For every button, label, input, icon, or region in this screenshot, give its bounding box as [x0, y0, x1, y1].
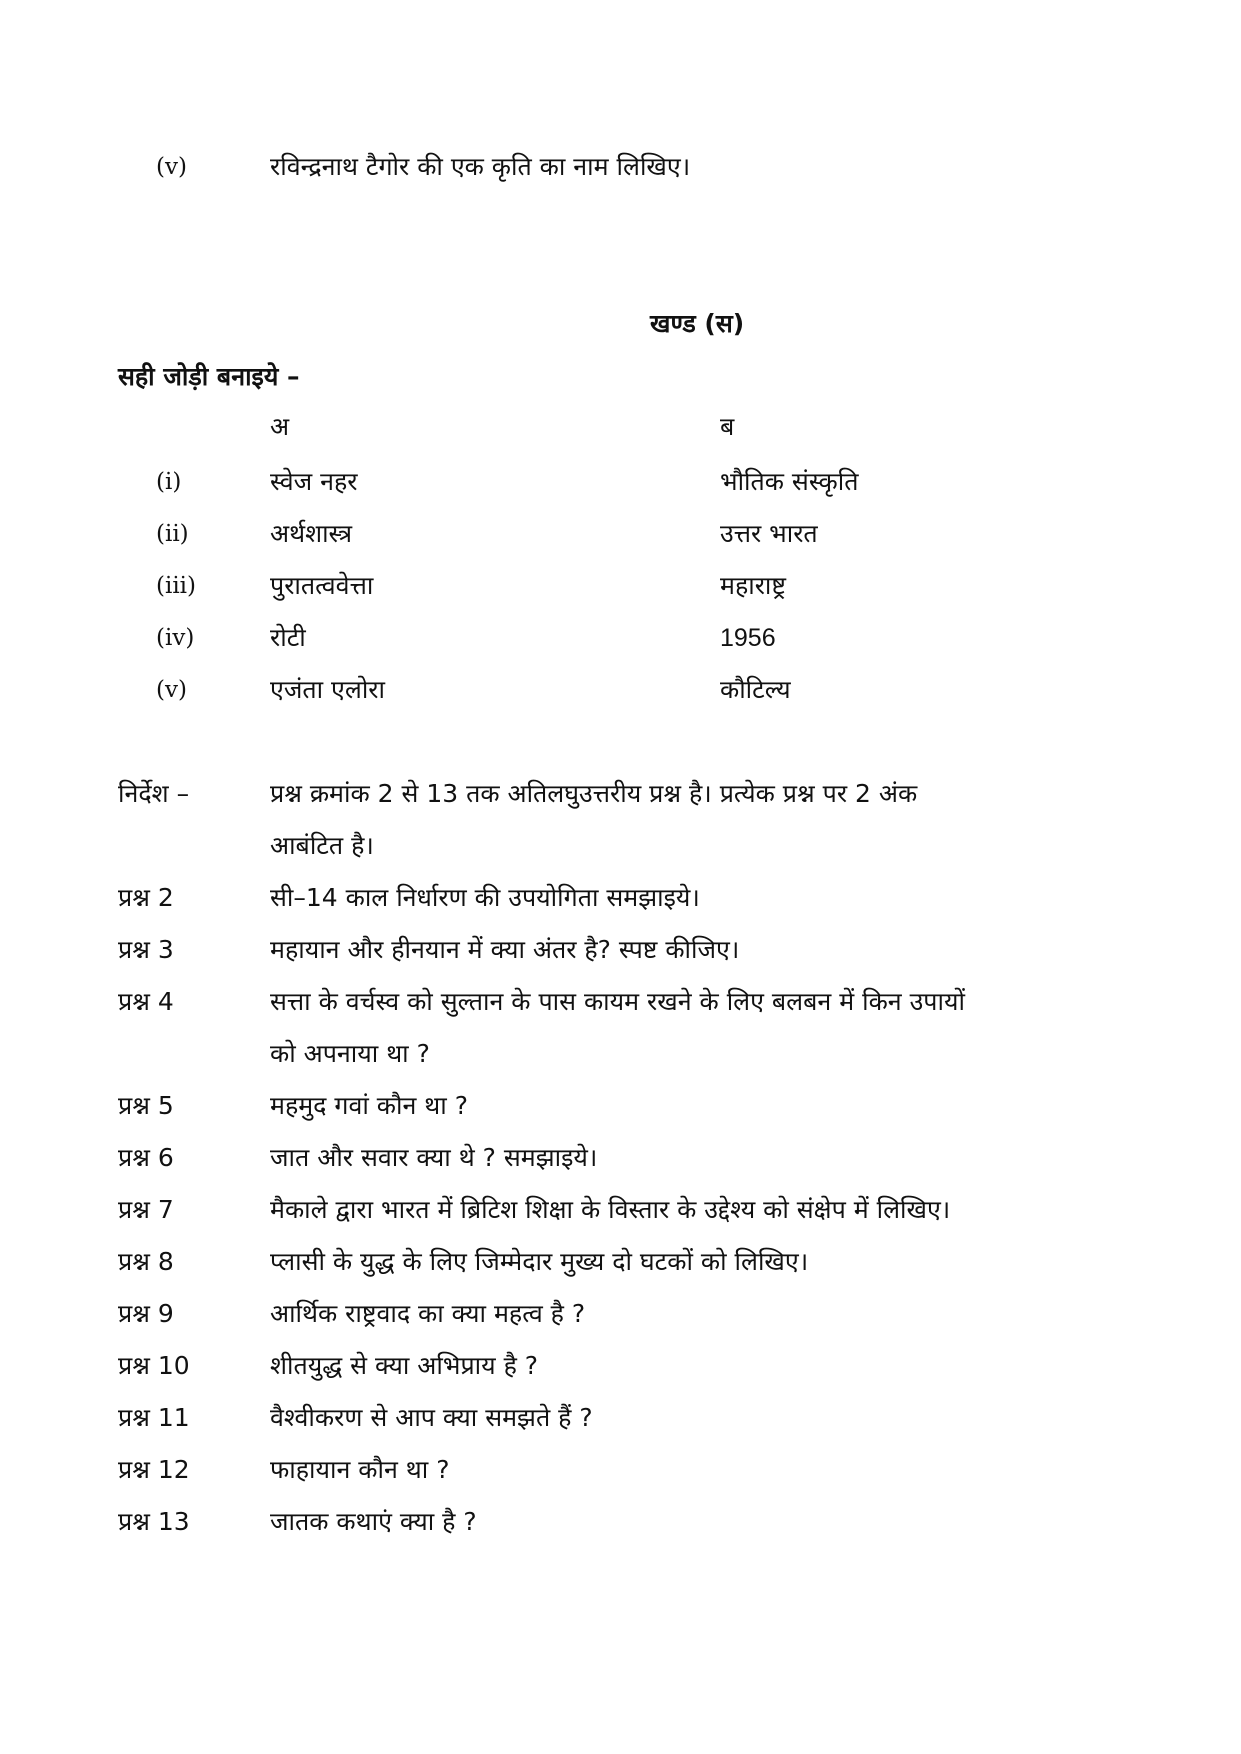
question-label: प्रश्न 8: [118, 1247, 174, 1276]
instruction-text: प्रश्न क्रमांक 2 से 13 तक अतिलघुउत्तरीय प्रश्न है। प्रत्येक प्रश्न पर 2 अंक: [270, 779, 918, 808]
question-text: मैकाले द्वारा भारत में ब्रिटिश शिक्षा के विस्तार के उद्देश्य को संक्षेप में लिखिए।: [270, 1195, 951, 1224]
question-text: महायान और हीनयान में क्या अंतर है? स्पष्ट कीजिए।: [270, 935, 740, 964]
question-text: आर्थिक राष्ट्रवाद का क्या महत्व है ?: [270, 1299, 586, 1328]
question-text: वैश्वीकरण से आप क्या समझते हैं ?: [270, 1403, 593, 1432]
pair-b-item: कौटिल्य: [720, 675, 791, 704]
question-text: सत्ता के वर्चस्व को सुल्तान के पास कायम रखने के लिए बलबन में किन उपायों: [270, 987, 965, 1016]
question-text: शीतयुद्ध से क्या अभिप्राय है ?: [270, 1351, 539, 1380]
pair-b-item: महाराष्ट्र: [720, 571, 787, 600]
pair-a-item: रोटी: [270, 623, 306, 652]
pair-number: (iii): [156, 573, 197, 599]
question-text: जातक कथाएं क्या है ?: [270, 1507, 477, 1536]
pair-number: (i): [156, 469, 182, 495]
question-label: प्रश्न 11: [118, 1403, 190, 1432]
question-label: प्रश्न 12: [118, 1455, 190, 1484]
pair-a-item: एजंता एलोरा: [270, 675, 385, 704]
instruction-label: निर्देश –: [118, 779, 190, 808]
pair-a-item: अर्थशास्त्र: [270, 519, 353, 548]
question-label: प्रश्न 7: [118, 1195, 174, 1224]
question-label: प्रश्न 5: [118, 1091, 174, 1120]
pair-b-item: 1956: [720, 624, 776, 652]
question-text: सी–14 काल निर्धारण की उपयोगिता समझाइये।: [270, 883, 700, 912]
pair-b-item: भौतिक संस्कृति: [720, 467, 859, 496]
column-a-header: अ: [270, 412, 290, 441]
pair-number: (iv): [156, 625, 195, 651]
pair-a-item: पुरातत्ववेत्ता: [270, 571, 374, 600]
pair-number: (v): [156, 677, 187, 703]
instruction-text-continued: आबंटित है।: [270, 831, 374, 860]
match-title: सही जोड़ी बनाइये –: [118, 362, 300, 391]
column-b-header: ब: [720, 412, 735, 441]
question-label: प्रश्न 9: [118, 1299, 174, 1328]
section-heading: खण्ड (स): [650, 309, 745, 338]
question-text: फाहायान कौन था ?: [270, 1455, 450, 1484]
question-label: प्रश्न 2: [118, 883, 174, 912]
pair-b-item: उत्तर भारत: [720, 519, 818, 548]
question-text-continued: को अपनाया था ?: [270, 1039, 430, 1068]
pair-number: (ii): [156, 521, 189, 547]
pair-a-item: स्वेज नहर: [270, 467, 358, 496]
question-text: महमुद गवां कौन था ?: [270, 1091, 468, 1120]
question-label: प्रश्न 13: [118, 1507, 190, 1536]
question-text: प्लासी के युद्ध के लिए जिम्मेदार मुख्य दो घटकों को लिखिए।: [270, 1247, 809, 1276]
question-text: जात और सवार क्या थे ? समझाइये।: [270, 1143, 598, 1172]
question-label: प्रश्न 10: [118, 1351, 190, 1380]
top-question-number: (v): [156, 154, 187, 180]
question-label: प्रश्न 3: [118, 935, 174, 964]
top-question-text: रविन्द्रनाथ टैगोर की एक कृति का नाम लिखिए।: [270, 152, 691, 181]
question-label: प्रश्न 6: [118, 1143, 174, 1172]
question-label: प्रश्न 4: [118, 987, 174, 1016]
